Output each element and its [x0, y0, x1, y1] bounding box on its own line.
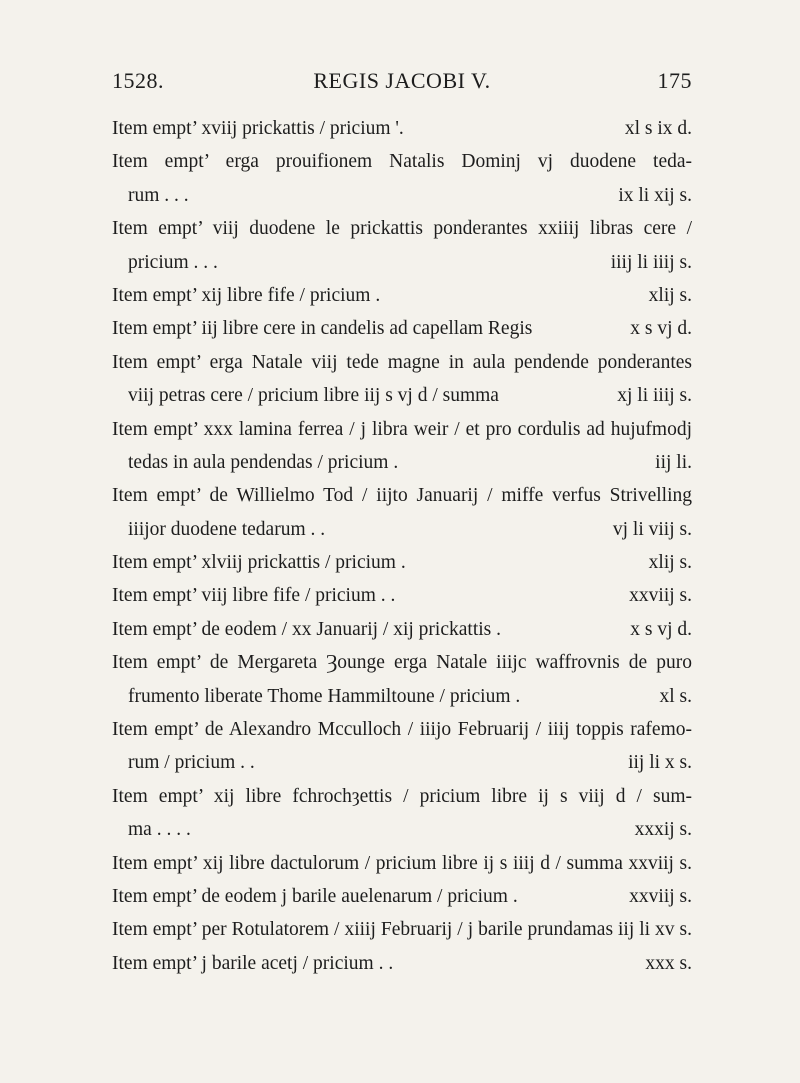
- entry-text: Item empt’ de eodem j barile auelenarum / pricium .: [112, 885, 518, 907]
- entry-text: Item empt’ xij libre dactulorum / pricium libre ij s iiij d / summa xxviij s.: [112, 852, 692, 874]
- entry-text: Item empt’ de Mergareta Ȝounge erga Natale iiijc waffrovnis de puro: [112, 652, 692, 674]
- entry-text: Item empt’ iij libre cere in candelis ad capellam Regis: [112, 318, 533, 340]
- entry-text: Item empt’ xviij prickattis / pricium '.: [112, 118, 404, 139]
- entry-line: [112, 446, 692, 479]
- entry-line: [112, 546, 692, 579]
- header-title: REGIS JACOBI V.: [313, 68, 491, 93]
- page-number: 175: [657, 68, 692, 93]
- entry-line: [112, 847, 692, 880]
- entry-text: frumento liberate Thome Hammiltoune / pricium .: [128, 685, 521, 707]
- entry-text: Item empt’ erga prouifionem Natalis Dominj vj duodene teda-: [112, 151, 692, 173]
- entry-line: [112, 646, 692, 679]
- entry-line: [112, 112, 692, 145]
- entry-amount: xl s ix d.: [624, 118, 692, 139]
- entry-line: [112, 579, 692, 612]
- entry-line: [112, 746, 692, 779]
- header-year: 1528.: [112, 68, 164, 93]
- entry-line: [112, 780, 692, 813]
- entry-amount: xl s.: [659, 685, 692, 707]
- entry-line: [112, 947, 692, 980]
- entry-amount: xxx s.: [645, 952, 692, 974]
- entry-text: Item empt’ xlviij prickattis / pricium .: [112, 552, 406, 574]
- entry-amount: ix li xij s.: [618, 184, 692, 206]
- entry-line: [112, 713, 692, 746]
- entry-amount: vj li viij s.: [612, 518, 692, 540]
- entry-line: [112, 346, 692, 379]
- entry-text: Item empt’ xij libre fchrochȝettis / pricium libre ij s viij d / sum-: [112, 785, 692, 807]
- entry-text: rum / pricium . .: [128, 752, 255, 774]
- entry-amount: xxviij s.: [629, 585, 692, 607]
- account-entries: [112, 112, 692, 980]
- entry-amount: x s vj d.: [630, 318, 692, 340]
- entry-line: [112, 212, 692, 245]
- entry-amount: xj li iiij s.: [617, 385, 692, 407]
- entry-amount: iij li x s.: [628, 752, 692, 774]
- entry-text: viij petras cere / pricium libre iij s vj d / summa: [128, 385, 499, 407]
- entry-text: Item empt’ xij libre fife / pricium .: [112, 284, 381, 306]
- entry-text: Item empt’ per Rotulatorem / xiiij Februarij / j barile prundamas iij li xv s.: [112, 919, 692, 941]
- entry-line: [112, 680, 692, 713]
- entry-text: Item empt’ erga Natale viij tede magne in aula pendende ponderantes: [112, 351, 692, 373]
- entry-text: ma . . . .: [128, 819, 191, 841]
- entry-line: [112, 913, 692, 946]
- entry-text: rum . . .: [128, 184, 189, 206]
- entry-line: [112, 246, 692, 279]
- entry-text: pricium . . .: [128, 251, 218, 273]
- entry-line: [112, 379, 692, 412]
- entry-text: Item empt’ viij libre fife / pricium . .: [112, 585, 396, 607]
- entry-text: Item empt’ viij duodene le prickattis ponderantes xxiiij libras cere /: [112, 218, 692, 240]
- entry-text: Item empt’ j barile acetj / pricium . .: [112, 952, 394, 974]
- entry-line: [112, 813, 692, 846]
- entry-line: [112, 312, 692, 345]
- entry-line: [112, 179, 692, 212]
- entry-amount: xxviij s.: [629, 885, 692, 907]
- entry-amount: iiij li iiij s.: [610, 251, 692, 273]
- entry-amount: xxxij s.: [634, 819, 692, 841]
- entry-line: [112, 613, 692, 646]
- entry-text: Item empt’ de eodem / xx Januarij / xij prickattis .: [112, 618, 501, 640]
- entry-text: iiijor duodene tedarum . .: [128, 518, 326, 540]
- entry-amount: xlij s.: [648, 552, 692, 574]
- running-header: [112, 68, 692, 98]
- entry-amount: x s vj d.: [630, 618, 692, 640]
- entry-amount: xlij s.: [648, 284, 692, 306]
- entry-line: [112, 413, 692, 446]
- entry-line: [112, 880, 692, 913]
- entry-line: [112, 513, 692, 546]
- entry-text: Item empt’ xxx lamina ferrea / j libra weir / et pro cordulis ad hujufmodj: [112, 418, 692, 440]
- entry-text: Item empt’ de Alexandro Mcculloch / iiijo Februarij / iiij toppis rafemo-: [112, 719, 692, 741]
- entry-text: tedas in aula pendendas / pricium .: [128, 451, 399, 473]
- entry-amount: iij li.: [655, 451, 692, 473]
- entry-line: [112, 479, 692, 512]
- entry-text: Item empt’ de Willielmo Tod / iijto Januarij / miffe verfus Strivelling: [112, 485, 692, 507]
- entry-line: [112, 145, 692, 178]
- entry-line: [112, 279, 692, 312]
